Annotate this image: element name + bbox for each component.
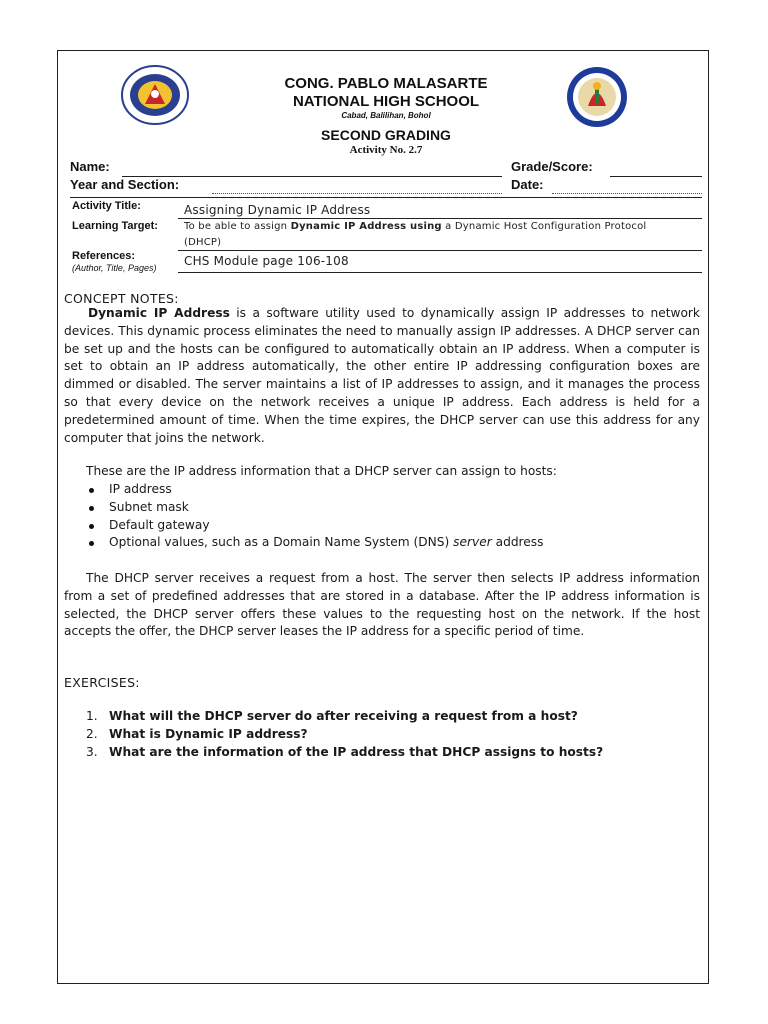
bullet-icon xyxy=(89,506,94,511)
activity-title-value: Assigning Dynamic IP Address xyxy=(184,203,371,217)
grading-period: SECOND GRADING xyxy=(321,127,451,143)
references-label: References: xyxy=(72,250,135,262)
exercises-list xyxy=(64,708,700,761)
list-intro: These are the IP address information that a DHCP server can assign to hosts: xyxy=(86,464,557,478)
bullet-icon xyxy=(89,488,94,493)
references-value: CHS Module page 106-108 xyxy=(184,254,349,268)
exercise-item: 3. What are the information of the IP address that DHCP assigns to hosts? xyxy=(86,744,604,759)
school-address: Cabad, Balilihan, Bohol xyxy=(341,111,431,120)
concept-notes-heading: CONCEPT NOTES: xyxy=(64,291,179,306)
date-field[interactable] xyxy=(552,193,702,194)
exercise-item: 1. What will the DHCP server do after receiving a request from a host? xyxy=(86,709,578,723)
bullet-icon xyxy=(89,524,94,529)
list-item: IP address xyxy=(64,481,700,499)
name-label: Name: xyxy=(70,159,110,174)
date-label: Date: xyxy=(511,177,544,192)
dhcp-info-list xyxy=(64,481,700,552)
grade-score-field[interactable] xyxy=(610,176,702,177)
exercise-item: 2. What is Dynamic IP address? xyxy=(86,726,308,741)
exercises-heading: EXERCISES: xyxy=(64,675,140,690)
school-name-line1: CONG. PABLO MALASARTE xyxy=(284,75,488,92)
header-divider xyxy=(70,197,702,198)
grade-score-label: Grade/Score: xyxy=(511,159,593,174)
activity-number: Activity No. 2.7 xyxy=(349,144,423,156)
concept-paragraph-3: The DHCP server receives a request from a host. The server then selects IP address information from a set of predefined addresses that are stored in a database. After the IP address information is selected, the DHCP server offers these values to the requesting host on the network. If the host accepts the offer, the DHCP server leases the IP address for a specific period of time. xyxy=(64,571,700,639)
references-line xyxy=(178,272,702,273)
activity-title-label: Activity Title: xyxy=(72,200,141,212)
year-section-field[interactable] xyxy=(212,193,502,194)
bullet-icon xyxy=(89,541,94,546)
school-name-line2: NATIONAL HIGH SCHOOL xyxy=(292,93,480,110)
learning-target-value: To be able to assign Dynamic IP Address using a Dynamic Host Configuration Protocol (DHCP) xyxy=(184,221,647,248)
concept-paragraph-1: Dynamic IP Address is a software utility used to dynamically assign IP addresses to network devices. This dynamic process eliminates the need to manually assign IP addresses. A DHCP server can be set up and the hosts can be configured to automatically obtain an IP address. When a computer is set to obtain an IP address automatically, the other entire IP addressing configuration boxes are dimmed or disabled. The server maintains a list of IP addresses to assign, and it manages the process so that every device on the network receives a unique IP address. Each address is held for a predetermined amount of time. When the time expires, the DHCP server can use this address for any computer that joins the network. xyxy=(64,306,700,445)
deped-division-seal-right-icon xyxy=(566,66,628,128)
learning-target-line xyxy=(178,250,702,251)
learning-target-label: Learning Target: xyxy=(72,220,158,232)
deped-seal-left-icon xyxy=(120,64,190,126)
references-sublabel: (Author, Title, Pages) xyxy=(72,263,157,273)
list-item: Subnet mask xyxy=(64,499,700,517)
list-item: Default gateway xyxy=(64,517,700,535)
year-section-label: Year and Section: xyxy=(70,177,180,192)
list-item: Optional values, such as a Domain Name System (DNS) server address xyxy=(64,534,700,552)
